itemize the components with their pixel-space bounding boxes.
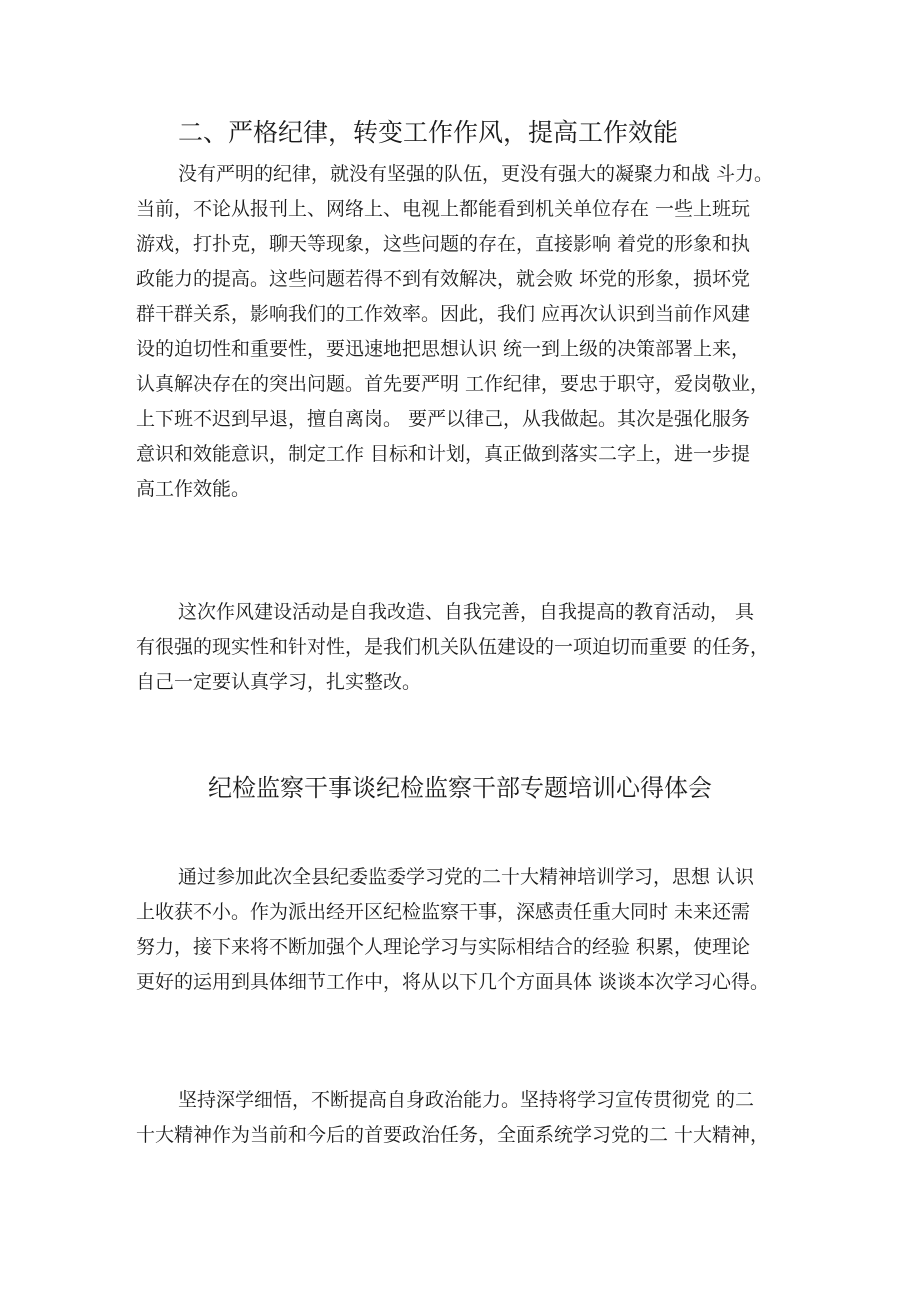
text-line: 自己一定要认真学习，扎实整改。 <box>136 671 422 693</box>
text-line: 上收获不小。作为派出经开区纪检监察干事，深感责任重大同时 未来还需 <box>136 901 751 923</box>
paragraph-study <box>136 1083 796 1153</box>
text-line: 十大精神作为当前和今后的首要政治任务，全面系统学习党的二 十大精神， <box>136 1124 770 1146</box>
text-line: 通过参加此次全县纪委监委学习党的二十大精神培训学习，思想 认识 <box>178 866 755 888</box>
text-line: 意识和效能意识，制定工作 目标和计划，真正做到落实二字上，进一步提 <box>136 443 751 465</box>
text-line: 群干群关系，影响我们的工作效率。因此，我们 应再次认识到当前作风建 <box>136 303 751 325</box>
text-line: 高工作效能。 <box>136 478 251 500</box>
text-line: 这次作风建设活动是自我改造、自我完善，自我提高的教育活动， 具 <box>178 601 755 623</box>
paragraph-discipline <box>136 157 796 507</box>
paragraph-campaign <box>136 595 796 700</box>
article-title: 纪检监察干事谈纪检监察干部专题培训心得体会 <box>208 774 712 802</box>
text-line: 坚持深学细悟，不断提高自身政治能力。坚持将学习宣传贯彻党 的二 <box>178 1089 755 1111</box>
text-line: 有很强的现实性和针对性，是我们机关队伍建设的一项迫切而重要 的任务， <box>136 636 770 658</box>
text-line: 没有严明的纪律，就没有坚强的队伍，更没有强大的凝聚力和战 斗力。 <box>178 163 774 185</box>
text-line: 更好的运用到具体细节工作中，将从以下几个方面具体 谈谈本次学习心得。 <box>136 971 770 993</box>
text-line: 上下班不迟到早退，擅自离岗。 要严以律己，从我做起。其次是强化服务 <box>136 408 751 430</box>
text-line: 当前，不论从报刊上、网络上、电视上都能看到机关单位存在 一些上班玩 <box>136 198 751 220</box>
text-line: 政能力的提高。这些问题若得不到有效解决，就会败 坏党的形象，损坏党 <box>136 268 751 290</box>
text-line: 努力，接下来将不断加强个人理论学习与实际相结合的经验 积累，使理论 <box>136 936 751 958</box>
text-line: 认真解决存在的突出问题。首先要严明 工作纪律，要忠于职守，爱岗敬业， <box>136 373 770 395</box>
text-line: 游戏，打扑克，聊天等现象，这些问题的存在，直接影响 着党的形象和执 <box>136 233 751 255</box>
section-heading: 二、严格纪律，转变工作作风，提高工作效能 <box>178 118 679 147</box>
text-line: 设的迫切性和重要性，要迅速地把思想认识 统一到上级的决策部署上来， <box>136 338 751 360</box>
paragraph-training <box>136 860 796 1000</box>
